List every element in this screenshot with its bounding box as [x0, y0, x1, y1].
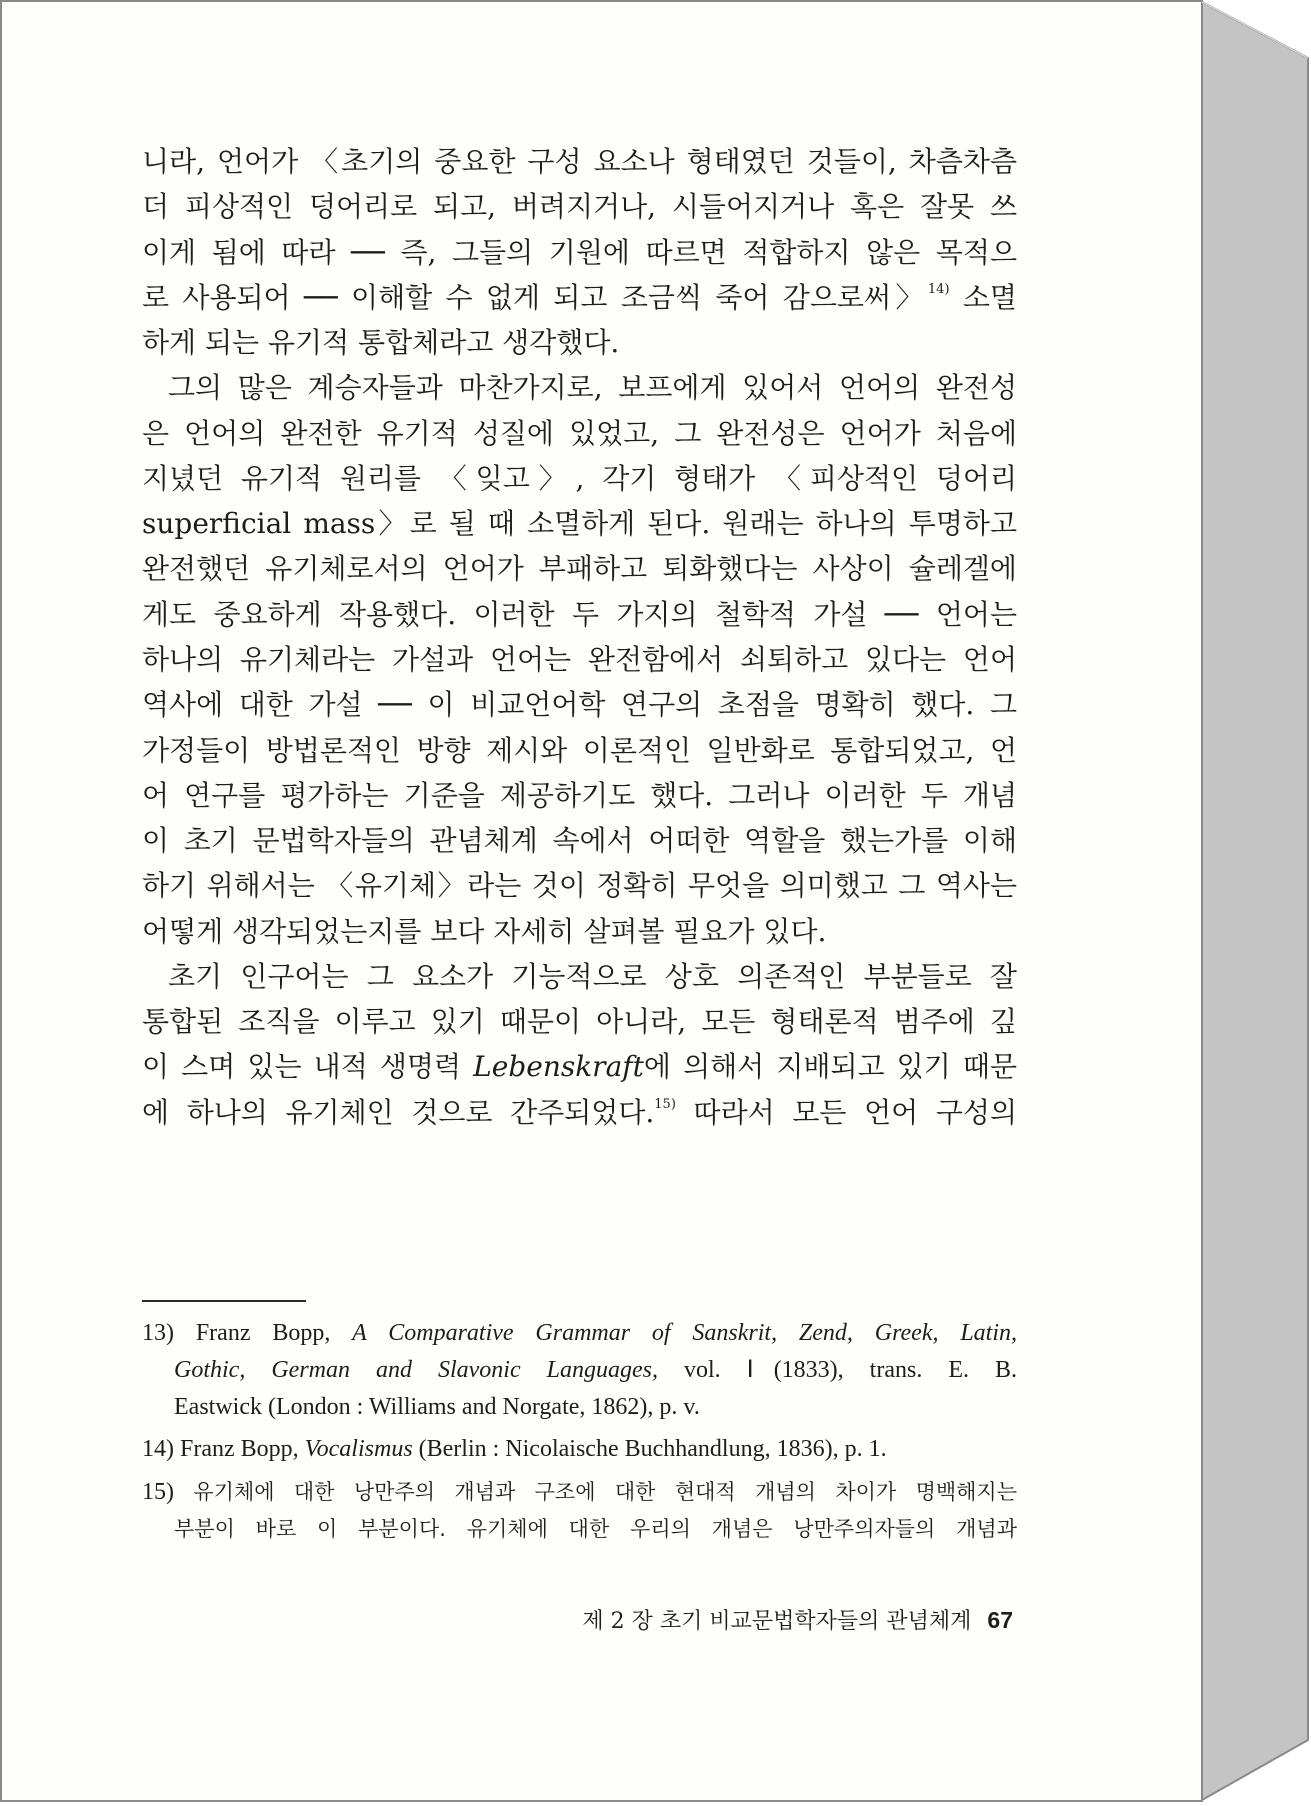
- text-line: 은 언어의 완전한 유기적 성질에 있었고, 그 완전성은 언어가 처음에: [142, 417, 1017, 450]
- text-line: 하나의 유기체라는 가설과 언어는 완전함에서 쇠퇴하고 있다는 언어: [142, 643, 1017, 676]
- text-line: 어떻게 생각되었는지를 보다 자세히 살펴볼 필요가 있다.: [142, 915, 827, 948]
- book-edge: [1200, 0, 1310, 1806]
- text-span: 소멸: [949, 281, 1017, 314]
- footnote-14: [142, 1432, 1017, 1466]
- paragraph-start: 초기 인구어는 그 요소가 기능적으로 상호 의존적인 부분들로 잘: [168, 960, 1017, 993]
- text-line: 더 피상적인 덩어리로 되고, 버려지거나, 시들어지거나 혹은 잘못 쓰: [142, 190, 1017, 223]
- text-line: 통합된 조직을 이루고 있기 때문이 아니라, 모든 형태론적 범주에 깊: [142, 1005, 1017, 1038]
- text-line: 가정들이 방법론적인 방향 제시와 이론적인 일반화로 통합되었고, 언: [142, 734, 1017, 767]
- footnote-mark: 15): [142, 1479, 174, 1505]
- text-span: 이 스며 있는 내적 생명력: [142, 1050, 474, 1083]
- page-edge-shape: [1200, 0, 1310, 1806]
- footnote-text: (Berlin : Nicolaische Buchhandlung, 1836), p. 1.: [412, 1436, 887, 1462]
- footnote-13: [142, 1316, 1017, 1350]
- text-span: 로 사용되어 ── 이해할 수 없게 되고 조금씩 죽어 감으로써〉: [142, 281, 928, 314]
- footnote-text: Franz Bopp,: [174, 1320, 353, 1346]
- page-footer: [582, 1604, 1013, 1635]
- text-line: 지녔던 유기적 원리를 〈잊고〉, 각기 형태가 〈피상적인 덩어리: [142, 462, 1017, 495]
- text-line: 하게 되는 유기적 통합체라고 생각했다.: [142, 326, 620, 359]
- footnote-text: Franz Bopp,: [174, 1436, 305, 1462]
- text-line: 게도 중요하게 작용했다. 이러한 두 가지의 철학적 가설 ── 언어는: [142, 598, 1017, 631]
- text-line: 하기 위해서는 〈유기체〉라는 것이 정확히 무엇을 의미했고 그 역사는: [142, 869, 1017, 902]
- text-span: 에 하나의 유기체인 것으로 간주되었다.: [142, 1096, 655, 1129]
- paragraph-start: 그의 많은 계승자들과 마찬가지로, 보프에게 있어서 언어의 완전성: [168, 371, 1017, 404]
- footnote-ref-15: 15): [654, 1097, 676, 1112]
- footnote-text: 유기체에 대한 낭만주의 개념과 구조에 대한 현대적 개념의 차이가 명백해지는: [174, 1480, 1017, 1504]
- text-line: [142, 1047, 1017, 1087]
- running-head: 제 2 장 초기 비교문법학자들의 관념체계: [582, 1609, 972, 1634]
- text-line: [142, 278, 1017, 318]
- footnote-title: Gothic, German and Slavonic Languages,: [174, 1357, 658, 1383]
- footnote-15-line: 부분이 바로 이 부분이다. 유기체에 대한 우리의 개념은 낭만주의자들의 개념과: [174, 1517, 1017, 1541]
- footnote-title: Vocalismus: [304, 1436, 413, 1462]
- footnote-rule: [142, 1300, 306, 1302]
- text-line: 이 초기 문법학자들의 관념체계 속에서 어떠한 역할을 했는가를 이해: [142, 824, 1017, 857]
- text-line: 완전했던 유기체로서의 언어가 부패하고 퇴화했다는 사상이 슐레겔에: [142, 552, 1017, 585]
- text-span: 따라서 모든 언어 구성의: [675, 1096, 1017, 1129]
- footnote-title: A Comparative Grammar of Sanskrit, Zend, Greek, Latin,: [352, 1320, 1018, 1346]
- text-span: 에 의해서 지배되고 있기 때문: [643, 1050, 1018, 1083]
- footnote-13-line: Eastwick (London : Williams and Norgate, 1862), p. v.: [174, 1394, 700, 1420]
- footnote-text: vol. Ⅰ(1833), trans. E. B.: [657, 1357, 1017, 1383]
- text-line: 어 연구를 평가하는 기준을 제공하기도 했다. 그러나 이러한 두 개념: [142, 779, 1017, 812]
- page-number: 67: [987, 1607, 1013, 1633]
- footnote-mark: 14): [142, 1436, 174, 1462]
- text-line: [142, 1093, 1017, 1133]
- footnote-mark: 13): [142, 1320, 174, 1346]
- text-line: 니라, 언어가 〈초기의 중요한 구성 요소나 형태였던 것들이, 차츰차츰: [142, 145, 1017, 178]
- text-line: superficial mass〉로 될 때 소멸하게 된다. 원래는 하나의 투명하고: [142, 507, 1017, 540]
- text-line: 역사에 대한 가설 ── 이 비교언어학 연구의 초점을 명확히 했다. 그: [142, 688, 1017, 721]
- footnote-ref-14: 14): [927, 282, 950, 297]
- footnote-15: [142, 1475, 1017, 1509]
- footnote-13-line: [174, 1353, 1017, 1387]
- italic-term: Lebenskraft: [473, 1050, 644, 1083]
- text-line: 이게 됨에 따라 ── 즉, 그들의 기원에 따르면 적합하지 않은 목적으: [142, 236, 1017, 269]
